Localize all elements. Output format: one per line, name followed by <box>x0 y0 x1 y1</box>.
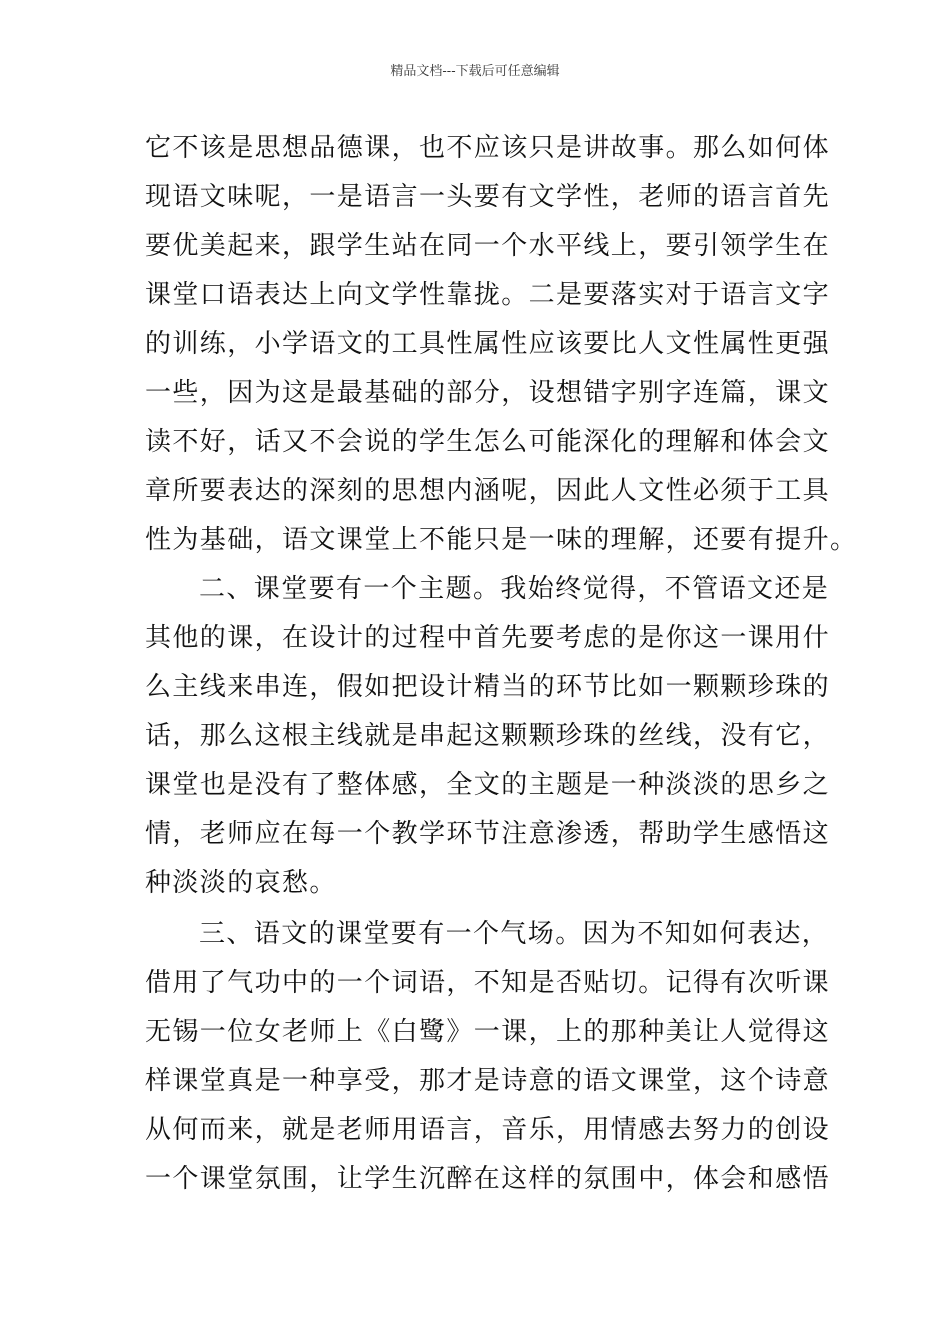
text-line: 借用了气功中的一个词语，不知是否贴切。记得有次听课 <box>145 968 831 998</box>
document-body <box>145 124 858 1204</box>
text-line: 要优美起来，跟学生站在同一个水平线上，要引领学生在 <box>145 231 831 261</box>
text-line: 从何而来，就是老师用语言，音乐，用情感去努力的创设 <box>145 1115 831 1145</box>
text-line: 么主线来串连，假如把设计精当的环节比如一颗颗珍珠的 <box>145 672 831 702</box>
paragraph-1 <box>145 124 858 565</box>
text-line: 现语文味呢，一是语言一头要有文学性，老师的语言首先 <box>145 182 831 212</box>
text-line: 课堂口语表达上向文学性靠拢。二是要落实对于语言文字 <box>145 280 831 310</box>
text-line: 性为基础，语文课堂上不能只是一味的理解，还要有提升。 <box>145 525 858 555</box>
text-line: 章所要表达的深刻的思想内涵呢，因此人文性必须于工具 <box>145 476 831 506</box>
paragraph-3 <box>145 910 831 1204</box>
text-line: 其他的课，在设计的过程中首先要考虑的是你这一课用什 <box>145 623 831 653</box>
text-line: 无锡一位女老师上《白鹭》一课，上的那种美让人觉得这 <box>145 1017 831 1047</box>
page-header: 精品文档---下载后可任意编辑 <box>390 64 560 79</box>
text-line: 二、课堂要有一个主题。我始终觉得，不管语文还是 <box>199 574 830 604</box>
paragraph-2 <box>145 565 831 908</box>
text-line: 的训练，小学语文的工具性属性应该要比人文性属性更强 <box>145 329 831 359</box>
text-line: 种淡淡的哀愁。 <box>145 868 337 898</box>
text-line: 读不好，话又不会说的学生怎么可能深化的理解和体会文 <box>145 427 831 457</box>
text-line: 情，老师应在每一个教学环节注意渗透，帮助学生感悟这 <box>145 819 831 849</box>
text-line: 三、语文的课堂要有一个气场。因为不知如何表达， <box>199 919 830 949</box>
text-line: 一些，因为这是最基础的部分，设想错字别字连篇，课文 <box>145 378 831 408</box>
text-line: 一个课堂氛围，让学生沉醉在这样的氛围中，体会和感悟 <box>145 1164 831 1194</box>
text-line: 课堂也是没有了整体感，全文的主题是一种淡淡的思乡之 <box>145 770 831 800</box>
text-line: 样课堂真是一种享受，那才是诗意的语文课堂，这个诗意 <box>145 1066 831 1096</box>
text-line: 它不该是思想品德课，也不应该只是讲故事。那么如何体 <box>145 133 831 163</box>
text-line: 话，那么这根主线就是串起这颗颗珍珠的丝线，没有它， <box>145 721 831 751</box>
